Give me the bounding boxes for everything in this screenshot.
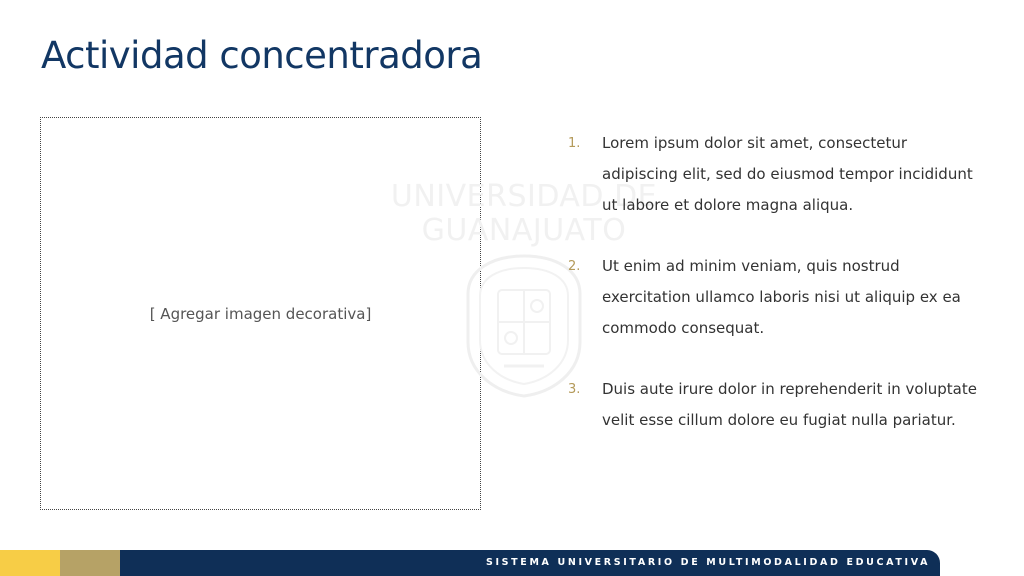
point-list: [566, 128, 986, 466]
list-item: [566, 128, 986, 221]
list-item-number: 2.: [568, 259, 581, 274]
list-item-text: Ut enim ad minim veniam, quis nostrud exercitation ullamco laboris nisi ut aliquip ex ea commodo consequat.: [602, 257, 961, 337]
list-item-number: 3.: [568, 382, 581, 397]
image-placeholder[interactable]: [40, 117, 481, 510]
watermark-line-2: GUANAJUATO: [421, 213, 627, 248]
slide-title: Actividad concentradora: [41, 34, 483, 77]
image-placeholder-label: [ Agregar imagen decorativa]: [149, 304, 372, 323]
list-item-text: Duis aute irure dolor in reprehenderit in voluptate velit esse cillum dolore eu fugiat nulla pariatur.: [602, 380, 977, 429]
list-item: [566, 374, 986, 436]
list-item-number: 1.: [568, 136, 581, 151]
list-item-text: Lorem ipsum dolor sit amet, consectetur adipiscing elit, sed do eiusmod tempor incididunt ut labore et dolore magna aliqua.: [602, 134, 973, 214]
watermark-line-1: UNIVERSIDAD DE: [390, 179, 658, 214]
footer-bar: [0, 550, 1024, 576]
footer-text: SISTEMA UNIVERSITARIO DE MULTIMODALIDAD EDUCATIVA: [486, 557, 931, 568]
list-item: [566, 251, 986, 344]
footer-gold-block: [60, 550, 120, 576]
footer-yellow-block: [0, 550, 60, 576]
